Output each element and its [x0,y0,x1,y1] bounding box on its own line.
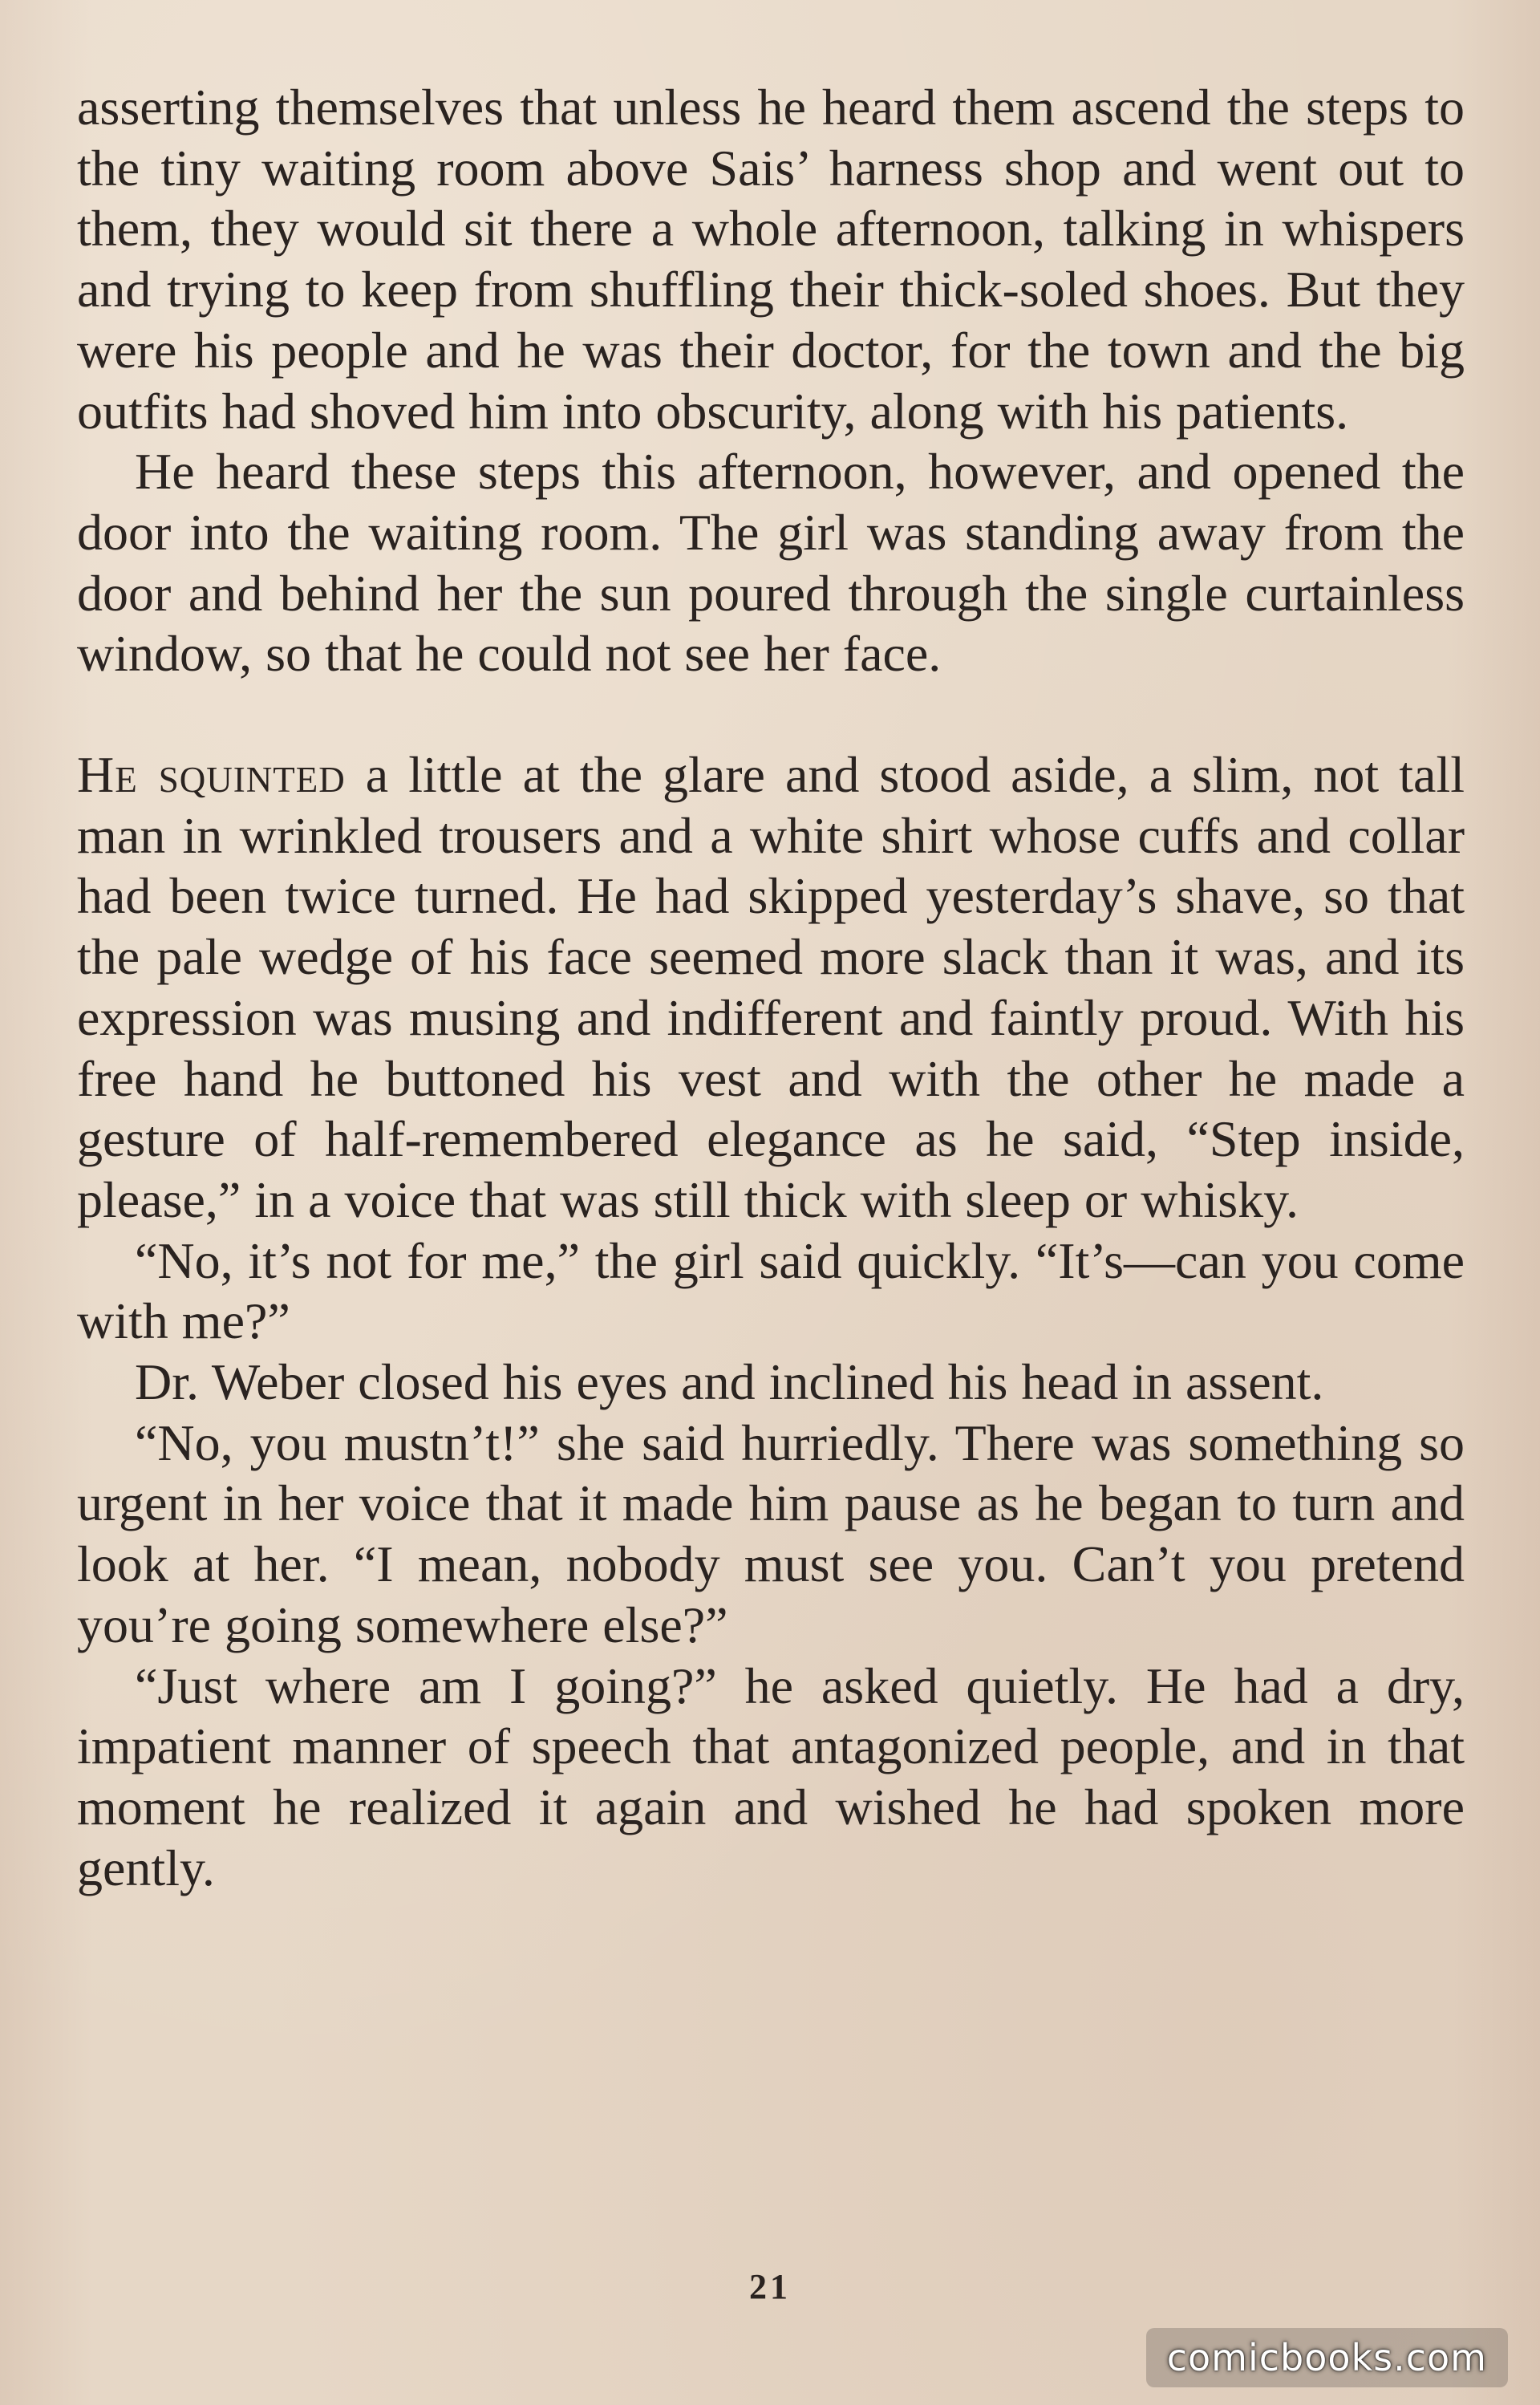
paragraph-4: “No, it’s not for me,” the girl said quickly. “It’s—can you come with me?” [77,1231,1465,1350]
paragraph-2: He heard these steps this afternoon, however, and opened the door into the waiting room. The girl was standing away from the door and behind her the sun poured through the single curtainless window, so that he could not see her face. [77,443,1465,683]
paragraph-7: “Just where am I going?” he asked quietly. He had a dry, impatient manner of speech that antagonized people, and in that moment he realized it again and wished he had spoken more gently. [77,1657,1465,1896]
paragraph-6: “No, you mustn’t!” she said hurriedly. There was something so urgent in her voice that it made him pause as he began to turn and look at her. “I mean, nobody must see you. Can’t you pretend you’re going somewhere else?” [77,1413,1465,1653]
section-break [77,684,1465,744]
paragraph-3 [77,744,1465,1231]
book-page-text [77,77,1465,1898]
page-number: 21 [749,2267,791,2306]
paragraph-5: Dr. Weber closed his eyes and inclined his head in assent. [135,1353,1324,1411]
paragraph-3-lead-smallcaps: He squinted [77,746,346,804]
paragraph-3-body: a little at the glare and stood aside, a slim, not tall man in wrinkled trousers and a white shirt whose cuffs and collar had been twice turned. He had skipped yesterday’s shave, so that the pale wedge of his face seemed more slack than it was, and its expression was musing and indifferent and faintly proud. With his free hand he buttoned his vest and with the other he made a gesture of half-remembered elegance as he said, “Step inside, please,” in a voice that was still thick with sleep or whisky. [77,746,1465,1228]
site-watermark: comicbooks.com [1146,2328,1508,2387]
paragraph-1: asserting themselves that unless he heard them ascend the steps to the tiny waiting room above Sais’ harness shop and went out to them, they would sit there a whole afternoon, talking in whispers and trying to keep from shuffling their thick-soled shoes. But they were his people and he was their doctor, for the town and the big outfits had shoved him into obscurity, along with his patients. [77,79,1465,440]
